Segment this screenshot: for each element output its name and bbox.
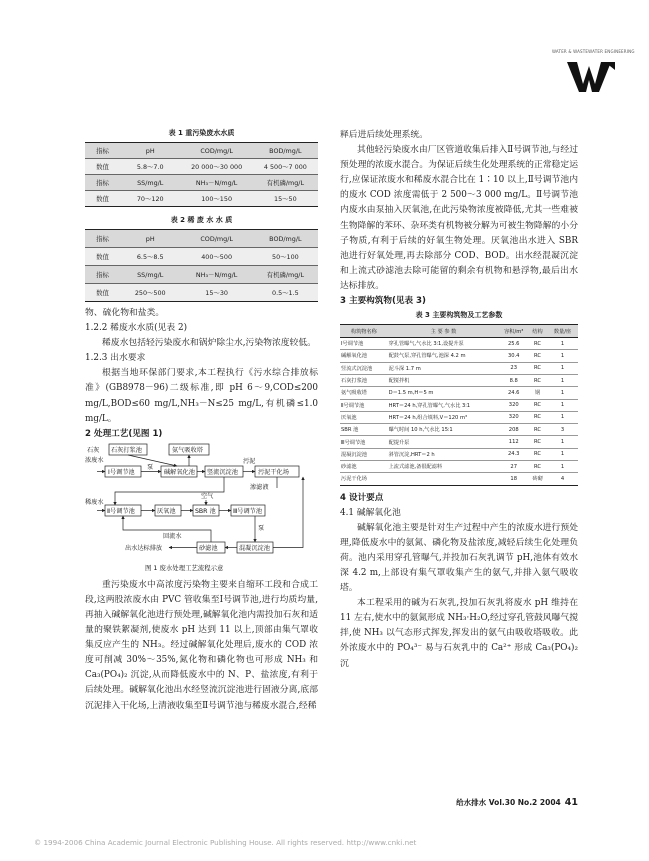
table-cell: 1 [547, 350, 578, 362]
table-cell: 50～100 [253, 248, 318, 266]
table-cell: 24.3 [499, 448, 528, 460]
label-effluent: 出水达标排放 [125, 544, 163, 552]
table2 [85, 229, 318, 302]
paragraph: 本工程采用的碱为石灰乳,投加石灰乳将废水 pH 维持在 11 左右,使水中的氨氮形成 NH₃·H₂O,经过穿孔管鼓风曝气搅拌,使 NH₃ 以气态形式挥发,挥发出的氨气由吸收塔吸收。此外浓废水中的 PO₄³⁻ 易与石灰乳中的 Ca²⁺ 形成 Ca₃(PO₄)₂ 沉 [340, 598, 578, 669]
table-cell: BOD/mg/L [253, 143, 318, 159]
paragraph: 释后进后续处理系统。 [340, 130, 428, 140]
table-cell [388, 473, 500, 485]
table-cell: 23 [499, 362, 528, 374]
paragraph: 碱解氧化池主要是针对生产过程中产生的浓废水进行预处理,降低废水中的氨氮、磷化物及盐浓度,减轻后续生化处理负荷。池内采用穿孔管曝气,并投加石灰乳调节 pH,池体有效水深 4.2 m,上部设有集气罩收集产生的氨气,并排入氨气吸收塔。 [340, 522, 578, 594]
table-cell: 400～500 [181, 248, 253, 266]
table-row [340, 374, 578, 386]
table-cell: 氨气吸收塔 [340, 387, 388, 399]
table-cell: RC [528, 350, 547, 362]
table-cell: 1 [547, 461, 578, 473]
table-cell: 混凝沉淀池 [340, 448, 388, 460]
table-cell: 250～500 [120, 284, 181, 302]
table-cell: Ⅰ号调节池 [340, 338, 388, 350]
table-cell: RC [528, 436, 547, 448]
label-tank3: Ⅲ号调节池 [233, 507, 263, 515]
table-cell: 数值 [85, 248, 120, 266]
table-cell: 3 [547, 424, 578, 436]
table-cell: 砖砌 [528, 473, 547, 485]
table-cell: 1 [547, 387, 578, 399]
label-limestone: 石灰 [87, 446, 100, 454]
table-cell: 112 [499, 436, 528, 448]
table-cell: 泥斗深 1.7 m [388, 362, 500, 374]
table-cell: COD/mg/L [181, 143, 253, 159]
table-cell: 竖流式沉淀池 [340, 362, 388, 374]
table-cell: 15～50 [253, 191, 318, 207]
table-cell: 100～150 [181, 191, 253, 207]
table-cell: 配提升泵 [388, 436, 500, 448]
table-header: 主 要 参 数 [388, 325, 500, 338]
table-cell: 指标 [85, 143, 120, 159]
table-cell: HRT＝24 h,组合填料,V＝120 m³ [388, 411, 500, 423]
table-cell: BOD/mg/L [253, 230, 318, 248]
table-row [340, 436, 578, 448]
table-cell: SS/mg/L [120, 266, 181, 284]
table-row [340, 461, 578, 473]
paragraph: 根据当地环保部门要求,本工程执行《污水综合排放标准》(GB8978－96)二级标准,即 pH 6～9,COD≤200 mg/L,BOD≤60 mg/L,NH₃－N≤25 mg/L,有机磷≤1.0 mg/L。 [85, 368, 318, 424]
table-cell: 1 [547, 399, 578, 411]
table1-caption: 表 1 重污染废水水质 [168, 129, 235, 137]
paragraph: 物、硫化物和盐类。 [85, 308, 165, 318]
journal-info: 给水排水 Vol.30 No.2 2004 [456, 798, 561, 807]
table-cell: 曝气时间 10 h,气水比 15∶1 [388, 424, 500, 436]
label-return: 回流水 [163, 532, 182, 540]
table-cell: RC [528, 411, 547, 423]
table-row [340, 448, 578, 460]
table-cell: 20 000～30 000 [181, 159, 253, 175]
table3-caption: 表 3 主要构筑物及工艺参数 [415, 311, 503, 320]
table-row [340, 411, 578, 423]
table-cell: 1 [547, 436, 578, 448]
table-cell: HRT＝24 h,穿孔管曝气,气水比 3∶1 [388, 399, 500, 411]
label-sludge-dry: 污泥干化场 [258, 468, 289, 476]
label-pump: 泵 [147, 463, 154, 471]
table-cell: 15～30 [181, 284, 253, 302]
table-cell: 320 [499, 399, 528, 411]
table-cell: SBR 池 [340, 424, 388, 436]
table-cell: 1 [547, 338, 578, 350]
table2-caption: 表 2 稀 废 水 水 质 [170, 216, 233, 224]
table-cell: 配搅拌机 [388, 374, 500, 386]
label-pump-2: 泵 [258, 524, 265, 532]
page-number: 41 [564, 797, 578, 808]
table-cell: RC [528, 338, 547, 350]
table-cell: 8.8 [499, 374, 528, 386]
figure1-caption: 图 1 废水处理工艺流程示意 [145, 563, 224, 572]
label-ammonia-tower: 氨气吸收塔 [172, 446, 203, 454]
table-cell: 斜管沉淀,HRT＝2 h [388, 448, 500, 460]
table-cell: 数值 [85, 284, 120, 302]
left-column [85, 128, 318, 714]
subsection-heading: 4.1 碱解氧化池 [340, 507, 401, 518]
section-heading: 2 处理工艺(见图 1) [85, 428, 163, 439]
page-footer [342, 797, 578, 808]
table-cell: 配鼓气泵,穿孔管曝气,池深 4.2 m [388, 350, 500, 362]
label-lime-mixing: 石灰打浆池 [111, 446, 142, 454]
right-column [340, 128, 578, 672]
table-cell: 有机磷/mg/L [253, 175, 318, 191]
table-cell: 208 [499, 424, 528, 436]
table-cell: 25.6 [499, 338, 528, 350]
table-row [340, 338, 578, 350]
table-row [340, 350, 578, 362]
label-concentrated: 浓废水 [85, 456, 104, 464]
table-row [340, 362, 578, 374]
table-cell: 1 [547, 374, 578, 386]
label-filtrate: 渗滤液 [250, 483, 269, 491]
subsection-heading: 1.2.3 出水要求 [85, 353, 146, 364]
table-cell: 数值 [85, 191, 120, 207]
table-cell: 指标 [85, 230, 120, 248]
table-cell: 30.4 [499, 350, 528, 362]
section-heading: 4 设计要点 [340, 492, 384, 503]
table-cell: 27 [499, 461, 528, 473]
paragraph: 其他轻污染废水由厂区管道收集后排入Ⅱ号调节池,与经过预处理的浓废水混合。为保证后续生化处理系统的正常稳定运行,应保证浓废水和稀废水混合比在 1∶10 以上,Ⅱ号调节池内的废水 COD 浓度需低于 2 500～3 000 mg/L。Ⅱ号调节池内废水由泵抽入厌氧池,在此污染物浓度被降低,尤其一些难被生物降解的苯环、杂环类有机物被分解为可被生物降解的小分子物质,有利于后续的好氧生物处理。厌氧池出水进入 SBR 池进行好氧处理,再去除部分 COD、BOD。出水经混凝沉淀和上流式砂滤池去除可能留的剩余有机物和悬浮物,最后出水达标排放。 [340, 145, 578, 291]
table-cell: 数值 [85, 159, 120, 175]
table-cell: NH₃－N/mg/L [181, 175, 253, 191]
table-cell: Ⅲ号调节池 [340, 436, 388, 448]
table-cell: 指标 [85, 266, 120, 284]
table-cell: RC [528, 362, 547, 374]
journal-logo-text: WATER & WASTEWATER ENGINEERING [552, 49, 635, 54]
journal-logo [565, 58, 617, 94]
label-sand-filter: 砂滤池 [199, 544, 218, 552]
table-cell: SS/mg/L [120, 175, 181, 191]
table-cell: 24.6 [499, 387, 528, 399]
table-cell: 1 [547, 362, 578, 374]
table-cell: 1 [547, 448, 578, 460]
table3 [340, 324, 578, 486]
label-alkaline: 碱解氧化池 [164, 468, 195, 476]
table-header: 数量/座 [547, 325, 578, 338]
table-cell: 污泥干化场 [340, 473, 388, 485]
copyright-notice: © 1994-2006 China Academic Journal Electronic Publishing House. All rights reserved. http://www.cnki.net [34, 838, 417, 847]
label-anoxic: 厌氧池 [157, 507, 176, 515]
table-cell: 4 500～7 000 [253, 159, 318, 175]
table-cell: 1 [547, 411, 578, 423]
label-sludge: 污泥 [243, 457, 256, 465]
table-cell: 18 [499, 473, 528, 485]
table-cell: RC [528, 399, 547, 411]
table-cell: Ⅱ号调节池 [340, 399, 388, 411]
table-cell: COD/mg/L [181, 230, 253, 248]
table-cell: 6.5～8.5 [120, 248, 181, 266]
table-cell: 砂滤池 [340, 461, 388, 473]
label-sbr: SBR 池 [195, 507, 216, 515]
table-cell: 碱解氧化池 [340, 350, 388, 362]
table-cell: 厌氧池 [340, 411, 388, 423]
table-cell: 上流式滤池,备很配滤料 [388, 461, 500, 473]
table-row [340, 473, 578, 485]
label-dilute: 稀废水 [85, 498, 104, 506]
table-cell: 5.8～7.0 [120, 159, 181, 175]
table-cell: RC [528, 424, 547, 436]
table-cell: D＝1.5 m,H＝5 m [388, 387, 500, 399]
table-cell: 有机磷/mg/L [253, 266, 318, 284]
label-coag-settler: 混凝沉淀池 [239, 544, 270, 552]
paragraph: 稀废水包括轻污染废水和锅炉除尘水,污染物浓度较低。 [102, 338, 316, 349]
paragraph: 重污染废水中高浓度污染物主要来自缩环工段和合成工段,这两股浓废水由 PVC 管收集至Ⅰ号调节池,进行均质均量,再抽入碱解氧化池进行预处理,碱解氧化池内需投加石灰和适量的聚铁絮凝剂,使废水 pH 达到 11 以上,顶部由集气罩收集反应产生的 NH₃。经过碱解氧化处理后,废水的 COD 浓度可削减 30%～35%,氮化物和磷化物也可形成 NH₃ 和 Ca₃(PO₄)₂ 沉淀,从而降低废水中的 N、P、盐浓度,有利于后续处理。碱解氧化池出水经竖流沉淀池进行固液分离,底部沉泥排入干化场,上清液收集至Ⅱ号调节池与稀废水混合,经稀 [85, 579, 318, 711]
table-cell: 穿孔管曝气,气水比 3∶1,设提升泵 [388, 338, 500, 350]
section-heading: 3 主要构筑物(见表 3) [340, 296, 426, 307]
table-cell: pH [120, 230, 181, 248]
table-cell: NH₃－N/mg/L [181, 266, 253, 284]
table-cell: 70～120 [120, 191, 181, 207]
table-cell: 0.5～1.5 [253, 284, 318, 302]
table-cell: 4 [547, 473, 578, 485]
table1 [85, 142, 318, 207]
label-tank2: Ⅱ号调节池 [107, 507, 135, 515]
table-cell: RC [528, 448, 547, 460]
table-cell: pH [120, 143, 181, 159]
table-row [340, 387, 578, 399]
subsection-heading: 1.2.2 稀废水水质(见表 2) [85, 323, 188, 334]
table-header: 结构 [528, 325, 547, 338]
table-cell: RC [528, 461, 547, 473]
table-cell: 指标 [85, 175, 120, 191]
label-tank1: Ⅰ号调节池 [108, 468, 135, 476]
table-header: 容积/m³ [499, 325, 528, 338]
table-row [340, 399, 578, 411]
table-cell: RC [528, 374, 547, 386]
table-cell: 石灰打浆池 [340, 374, 388, 386]
table-cell: 钢 [528, 387, 547, 399]
table-header: 构筑物名称 [340, 325, 388, 338]
table-row [340, 424, 578, 436]
label-air: 空气 [201, 492, 214, 500]
label-vertical-settler: 竖流沉淀池 [207, 468, 238, 476]
table-cell: 320 [499, 411, 528, 423]
